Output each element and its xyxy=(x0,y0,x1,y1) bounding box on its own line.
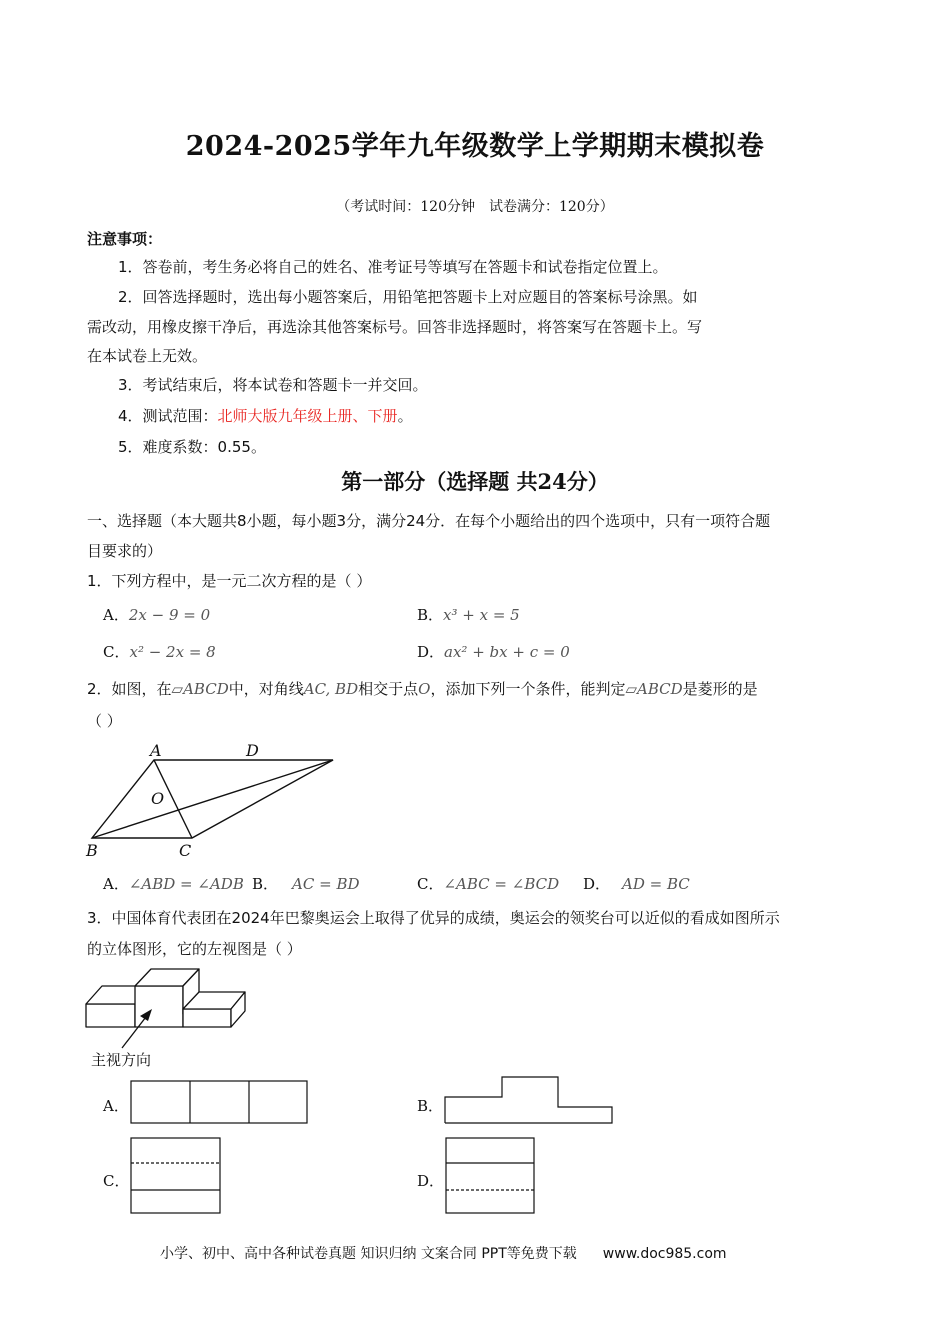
podium-left-front xyxy=(86,1004,135,1027)
note-item-2-line-1: 2．回答选择题时，选出每小题答案后，用铅笔把答题卡上对应题目的答案标号涂黑。如 xyxy=(118,288,698,306)
stem-math: ▱ABCD xyxy=(171,680,229,698)
question-2-bracket: （ ） xyxy=(87,712,122,730)
option-a-outline xyxy=(131,1081,307,1123)
stem-math: ▱ABCD xyxy=(625,680,683,698)
podium-right-front xyxy=(183,1009,231,1027)
question-3-option-a-figure[interactable] xyxy=(130,1080,310,1126)
footer-text: 小学、初中、高中各种试卷真题 知识归纳 文案合同 PPT等免费下载 xyxy=(160,1246,577,1262)
option-b-outline xyxy=(445,1077,612,1123)
note-item-4 xyxy=(118,405,413,426)
option-label: C． xyxy=(417,875,444,893)
stem-text: 是菱形的是 xyxy=(682,680,758,698)
option-label: D． xyxy=(417,643,445,661)
option-label: C． xyxy=(103,643,130,661)
option-math: AD = BC xyxy=(622,875,690,893)
stem-text: 2．如图，在 xyxy=(87,680,172,698)
option-c-outline xyxy=(131,1138,220,1213)
stem-math: AC, BD xyxy=(303,680,359,698)
notes-heading: 注意事项： xyxy=(87,230,163,248)
option-label: B． xyxy=(252,875,279,893)
stem-text: 相交于点 xyxy=(358,680,419,698)
option-math: x² − 2x = 8 xyxy=(129,643,216,661)
note-item-3: 3．考试结束后，将本试卷和答题卡一并交回。 xyxy=(118,376,428,394)
note-item-4-suffix: 。 xyxy=(397,407,413,425)
note-item-4-prefix: 4．测试范围： xyxy=(118,407,218,425)
vertex-label-d: D xyxy=(246,741,259,760)
part-one-instruction-line-2: 目要求的） xyxy=(87,542,163,560)
footer-link[interactable]: www.doc985.com xyxy=(602,1246,727,1262)
note-item-5: 5．难度系数：0.55。 xyxy=(118,438,266,456)
question-1-option-b[interactable] xyxy=(417,604,520,625)
vertex-label-a: A xyxy=(150,741,162,760)
vertex-label-b: B xyxy=(86,841,98,860)
option-label: A． xyxy=(103,875,129,893)
parallelogram-figure xyxy=(80,740,350,862)
part-one-instruction-line-1: 一、选择题（本大题共8小题，每小题3分，满分24分．在每个小题给出的四个选项中，只有一项符合题 xyxy=(87,512,771,530)
note-item-2-line-2: 需改动，用橡皮擦干净后，再选涂其他答案标号。回答非选择题时，将答案写在答题卡上。写 xyxy=(87,318,703,336)
question-1-option-c[interactable] xyxy=(103,641,216,662)
option-math: AC = BD xyxy=(292,875,360,893)
question-3-option-d-figure[interactable] xyxy=(445,1137,537,1215)
question-3-stem-line-1: 3．中国体育代表团在2024年巴黎奥运会上取得了优异的成绩，奥运会的领奖台可以近似的看成如图所示 xyxy=(87,909,780,927)
question-2-option-b[interactable] xyxy=(252,873,360,894)
question-1-option-a[interactable] xyxy=(103,604,210,625)
question-2-option-d[interactable] xyxy=(583,873,690,894)
question-2-option-a[interactable] xyxy=(103,873,244,894)
question-3-option-a-label[interactable]: A． xyxy=(103,1097,129,1115)
question-3-option-c-figure[interactable] xyxy=(130,1137,222,1215)
exam-info: （考试时间：120分钟 试卷满分：120分） xyxy=(336,199,614,215)
option-label: D． xyxy=(583,875,611,893)
stem-text: 中，对角线 xyxy=(228,680,304,698)
question-2-stem xyxy=(87,678,758,699)
question-1-stem: 1．下列方程中，是一元二次方程的是（ ） xyxy=(87,572,372,590)
view-direction-label: 主视方向 xyxy=(91,1051,152,1069)
question-3-option-b-label[interactable]: B． xyxy=(417,1097,444,1115)
page-title: 2024-2025学年九年级数学上学期期末模拟卷 xyxy=(185,131,765,162)
question-1-option-d[interactable] xyxy=(417,641,570,662)
note-item-1: 1．答卷前，考生务必将自己的姓名、准考证号等填写在答题卡和试卷指定位置上。 xyxy=(118,258,668,276)
point-label-o: O xyxy=(151,789,165,808)
vertex-label-c: C xyxy=(179,841,192,860)
footer xyxy=(160,1243,727,1263)
question-3-option-b-figure[interactable] xyxy=(444,1076,616,1126)
note-item-2-line-3: 在本试卷上无效。 xyxy=(87,347,208,365)
test-range: 北师大版九年级上册、下册 xyxy=(217,407,398,425)
question-3-stem-line-2: 的立体图形，它的左视图是（ ） xyxy=(87,940,302,958)
question-3-option-d-label[interactable]: D． xyxy=(417,1172,445,1190)
stem-math: O xyxy=(418,680,431,698)
section-title: 第一部分（选择题 共24分） xyxy=(341,469,609,494)
question-3-option-c-label[interactable]: C． xyxy=(103,1172,130,1190)
option-d-outline xyxy=(446,1138,534,1213)
option-math: 2x − 9 = 0 xyxy=(128,606,211,624)
stem-text: ，添加下列一个条件，能判定 xyxy=(430,680,626,698)
question-2-option-c[interactable] xyxy=(417,873,559,894)
option-label: B． xyxy=(417,606,444,624)
option-label: A． xyxy=(103,606,129,624)
option-math: ∠ABD = ∠ADB xyxy=(128,875,244,893)
option-math: x³ + x = 5 xyxy=(443,606,520,624)
option-math: ∠ABC = ∠BCD xyxy=(443,875,560,893)
option-math: ax² + bx + c = 0 xyxy=(444,643,570,661)
